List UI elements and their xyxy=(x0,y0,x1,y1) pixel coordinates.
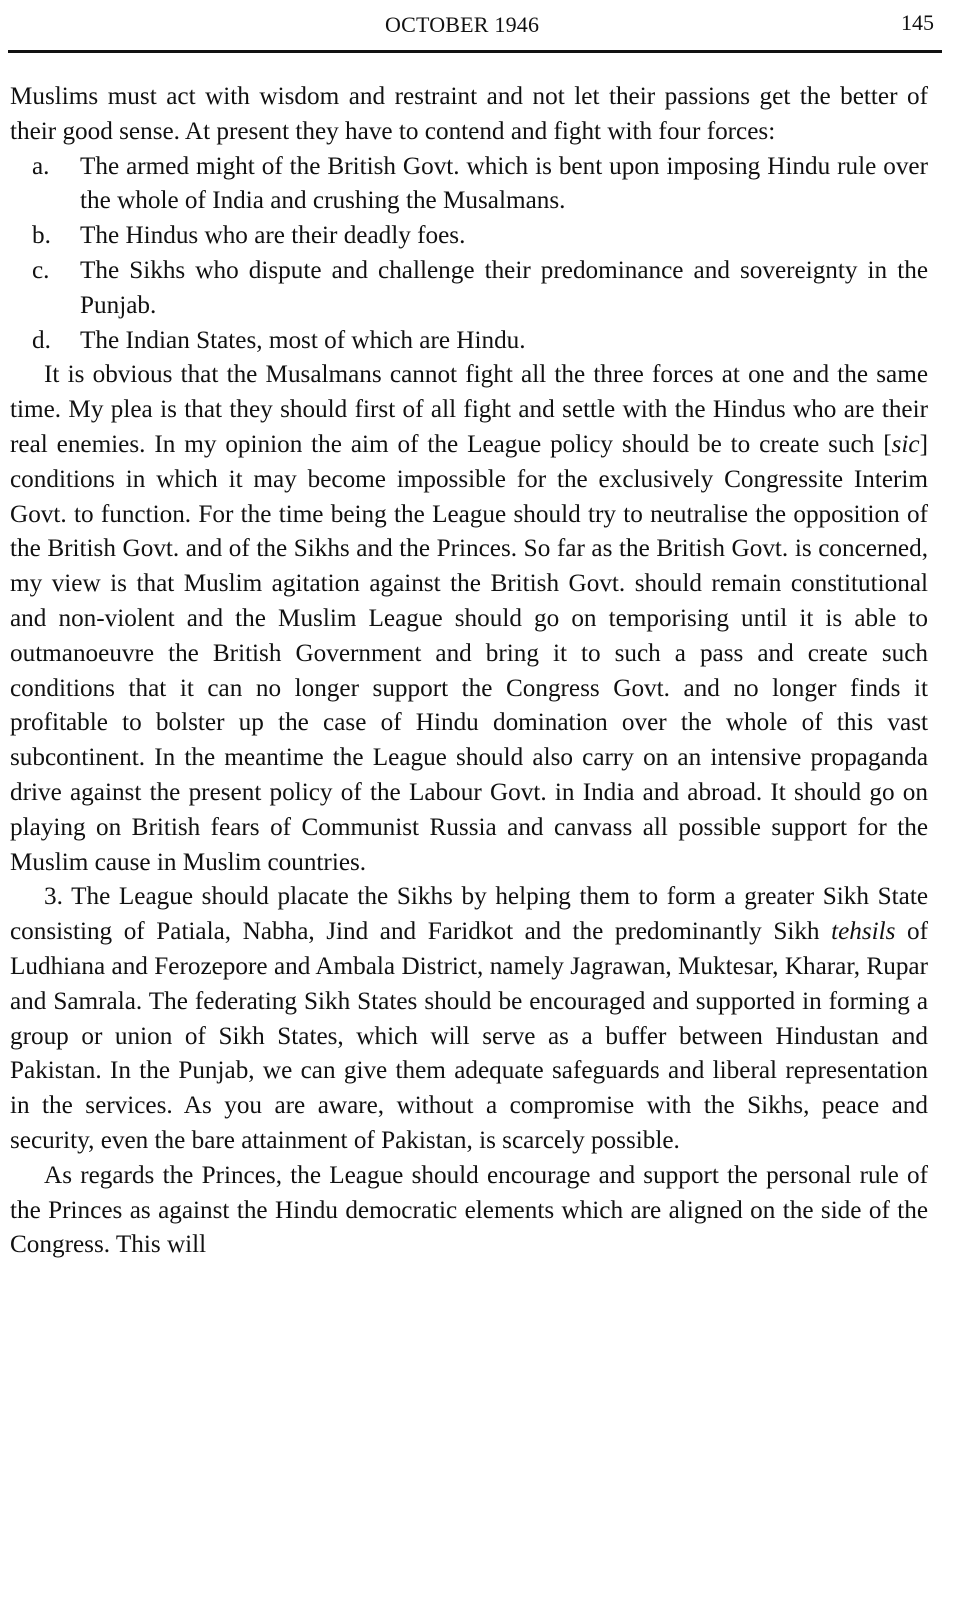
list-marker: b. xyxy=(32,222,51,250)
paragraph-text: ] conditions in which it may become impossible for the exclusively Congressite Interim Govt. to function. For the time being the League should try to neutralise the opposition of the British Govt. and of the Sikhs and the Princes. So far as the British Govt. is concerned, my view is that Muslim agitation against the British Govt. should remain constitutional and non-violent and the Muslim League should go on temporising until it is able to outmanoeuvre the British Government and bring it to such a pass and create such conditions that it can no longer support the Congress Govt. and no longer finds it profitable to bolster up the case of Hindu domination over the whole of this vast subcontinent. In the meantime the League should also carry on an intensive propaganda drive against the present policy of the Labour Govt. in India and abroad. It should go on playing on British fears of Communist Russia and canvass all possible support for the Muslim cause in Muslim countries. xyxy=(10,430,928,876)
list-item xyxy=(10,219,928,254)
list-marker: d. xyxy=(32,326,51,354)
running-head-title: OCTOBER 1946 xyxy=(385,12,540,37)
header-rule xyxy=(8,50,942,53)
paragraph-four-forces-intro: Muslims must act with wisdom and restraint and not let their passions get the better of their good sense. At present they have to contend and fight with four forces: xyxy=(10,83,928,145)
list-item-text: The Indian States, most of which are Hindu. xyxy=(80,326,526,354)
list-marker: a. xyxy=(32,152,50,180)
body-text xyxy=(10,80,928,1263)
paragraph-princes: As regards the Princes, the League should encourage and support the personal rule of the Princes as against the Hindu democratic elements which are aligned on the side of the Congress. This will xyxy=(10,1161,928,1259)
sic-annotation: sic xyxy=(891,430,920,458)
tehsils-term: tehsils xyxy=(831,918,896,946)
list-item-text: The armed might of the British Govt. which is bent upon imposing Hindu rule over the whole of India and crushing the Musalmans. xyxy=(80,152,928,215)
paragraph-league-policy xyxy=(10,358,928,880)
list-item xyxy=(10,254,928,324)
running-head xyxy=(0,8,968,38)
page-number: 145 xyxy=(901,10,934,35)
list-item-text: The Sikhs who dispute and challenge their predominance and sovereignty in the Punjab. xyxy=(80,256,928,319)
paragraph-text: of Ludhiana and Ferozepore and Ambala District, namely Jagrawan, Muktesar, Kharar, Rupar and Samrala. The federating Sikh States should be encouraged and supported in forming a group or union of Sikh States, which will serve as a buffer between Hindustan and Pakistan. In the Punjab, we can give them adequate safeguards and liberal representation in the services. As you are aware, without a compromise with the Sikhs, peace and security, even the bare attainment of Pakistan, is scarcely possible. xyxy=(10,918,929,1154)
list-item xyxy=(10,324,928,359)
list-item xyxy=(10,150,928,220)
list-marker: c. xyxy=(32,256,50,284)
paragraph-text: 3. The League should placate the Sikhs by helping them to form a greater Sikh State consisting of Patiala, Nabha, Jind and Faridkot and the predominantly Sikh xyxy=(10,883,928,946)
paragraph-text: It is obvious that the Musalmans cannot fight all the three forces at one and the same time. My plea is that they should first of all fight and settle with the Hindus who are their real enemies. In my opinion the aim of the League policy should be to create such [ xyxy=(10,361,928,458)
forces-list xyxy=(10,150,928,359)
list-item-text: The Hindus who are their deadly foes. xyxy=(80,222,466,250)
paragraph-sikh-state xyxy=(10,880,928,1158)
